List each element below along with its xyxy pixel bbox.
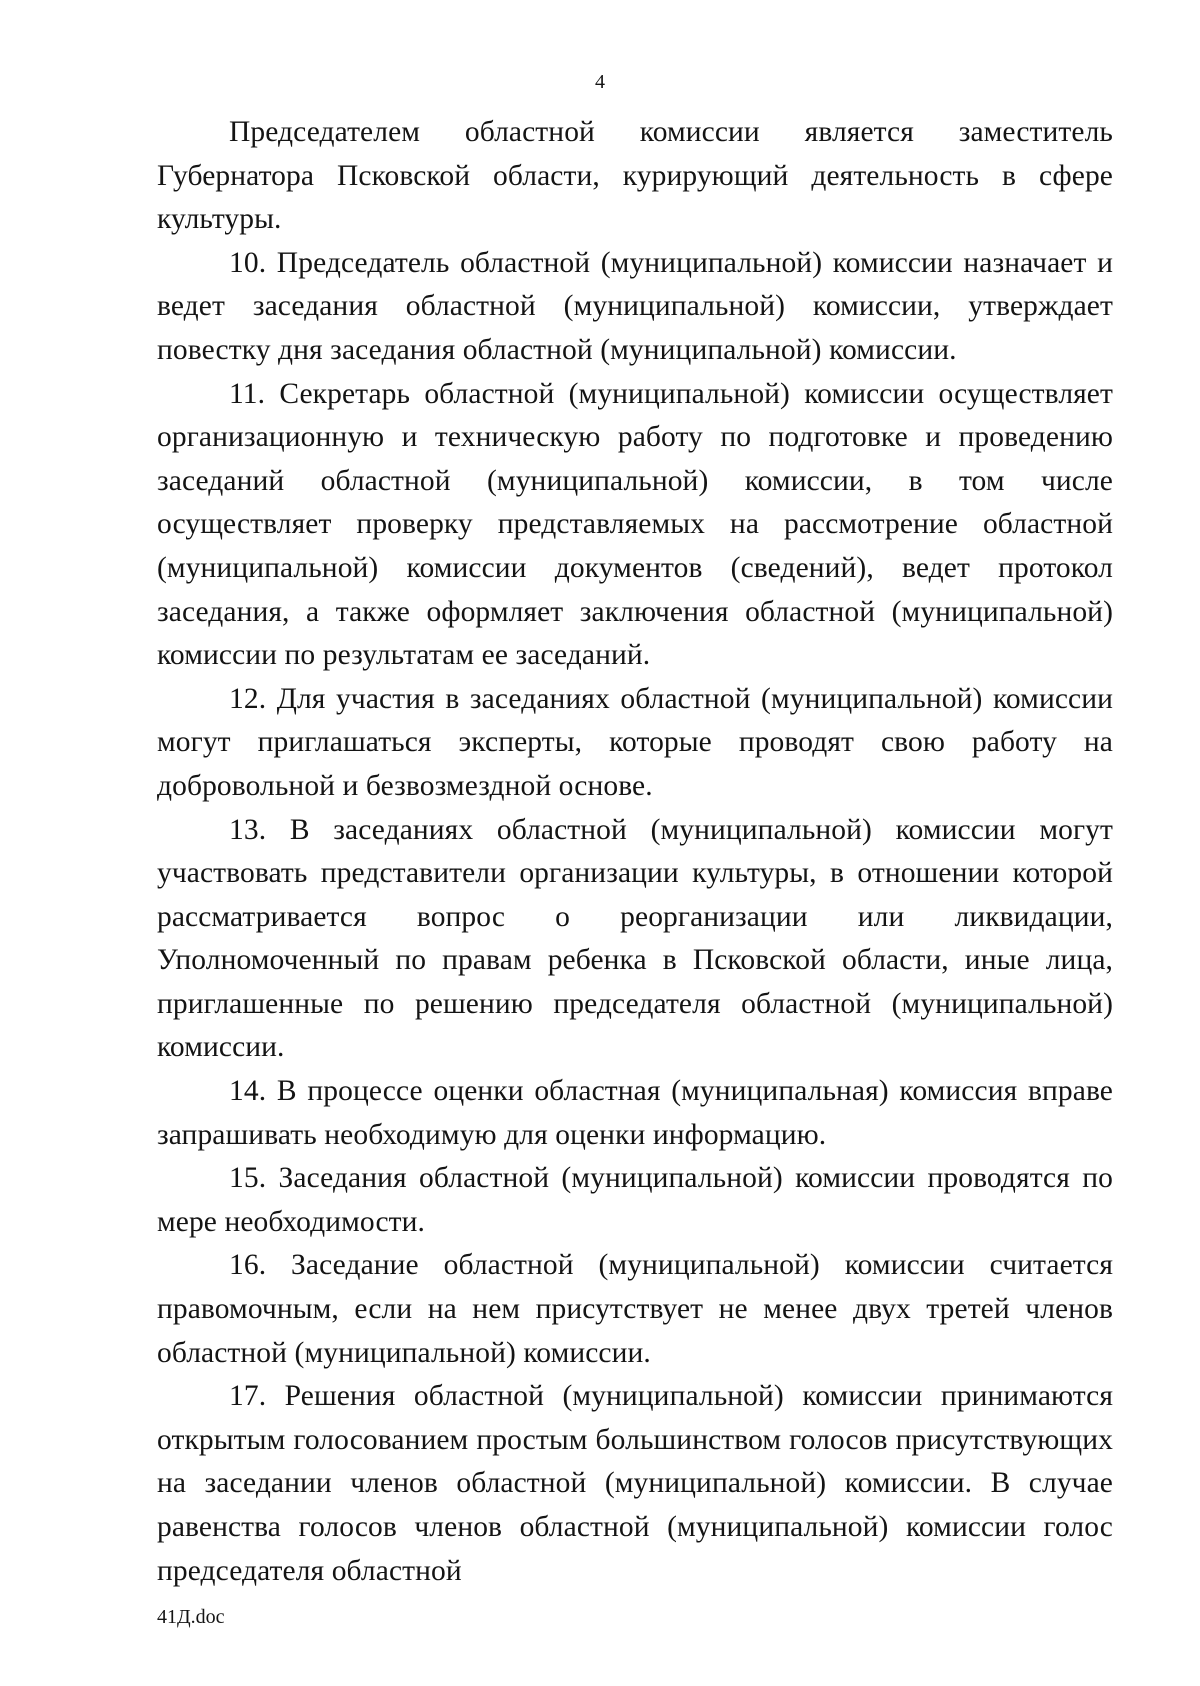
page-number: 4 (595, 71, 605, 93)
paragraph-15: 15. Заседания областной (муниципальной) комиссии проводятся по мере необходимости. (157, 1162, 1113, 1238)
paragraph-11: 11. Секретарь областной (муниципальной) комиссии осуществляет организационную и техническую работу по подготовке и проведению заседаний областной (муниципальной) комиссии, в том числе осуществляет проверку представляемых на рассмотрение областной (муниципальной) комиссии документов (сведений), ведет протокол заседания, а также оформляет заключения областной (муниципальной) комиссии по результатам ее заседаний. (157, 377, 1113, 672)
paragraph-16: 16. Заседание областной (муниципальной) комиссии считается правомочным, если на нем присутствует не менее двух третей членов областной (муниципальной) комиссии. (157, 1249, 1113, 1369)
paragraph-17: 17. Решения областной (муниципальной) комиссии принимаются открытым голосованием простым большинством голосов присутствующих на заседании членов областной (муниципальной) комиссии. В случае равенства голосов членов областной (муниципальной) комиссии голос председателя областной (157, 1380, 1113, 1587)
paragraph-13: 13. В заседаниях областной (муниципальной) комиссии могут участвовать представители организации культуры, в отношении которой рассматривается вопрос о реорганизации или ликвидации, Уполномоченный по правам ребенка в Псковской области, иные лица, приглашенные по решению председателя областной (муниципальной) комиссии. (157, 813, 1113, 1064)
paragraph-chairman: Председателем областной комиссии является заместитель Губернатора Псковской области, курирующий деятельность в сфере культуры. (157, 116, 1113, 236)
paragraph-12: 12. Для участия в заседаниях областной (муниципальной) комиссии могут приглашаться эксперты, которые проводят свою работу на добровольной и безвозмездной основе. (157, 682, 1113, 802)
footer-filename: 41Д.doc (157, 1606, 225, 1628)
paragraph-14: 14. В процессе оценки областная (муниципальная) комиссия вправе запрашивать необходимую для оценки информацию. (157, 1075, 1113, 1151)
document-body (157, 111, 1113, 1593)
paragraph-10: 10. Председатель областной (муниципальной) комиссии назначает и ведет заседания областной (муниципальной) комиссии, утверждает повестку дня заседания областной (муниципальной) комиссии. (157, 246, 1113, 366)
